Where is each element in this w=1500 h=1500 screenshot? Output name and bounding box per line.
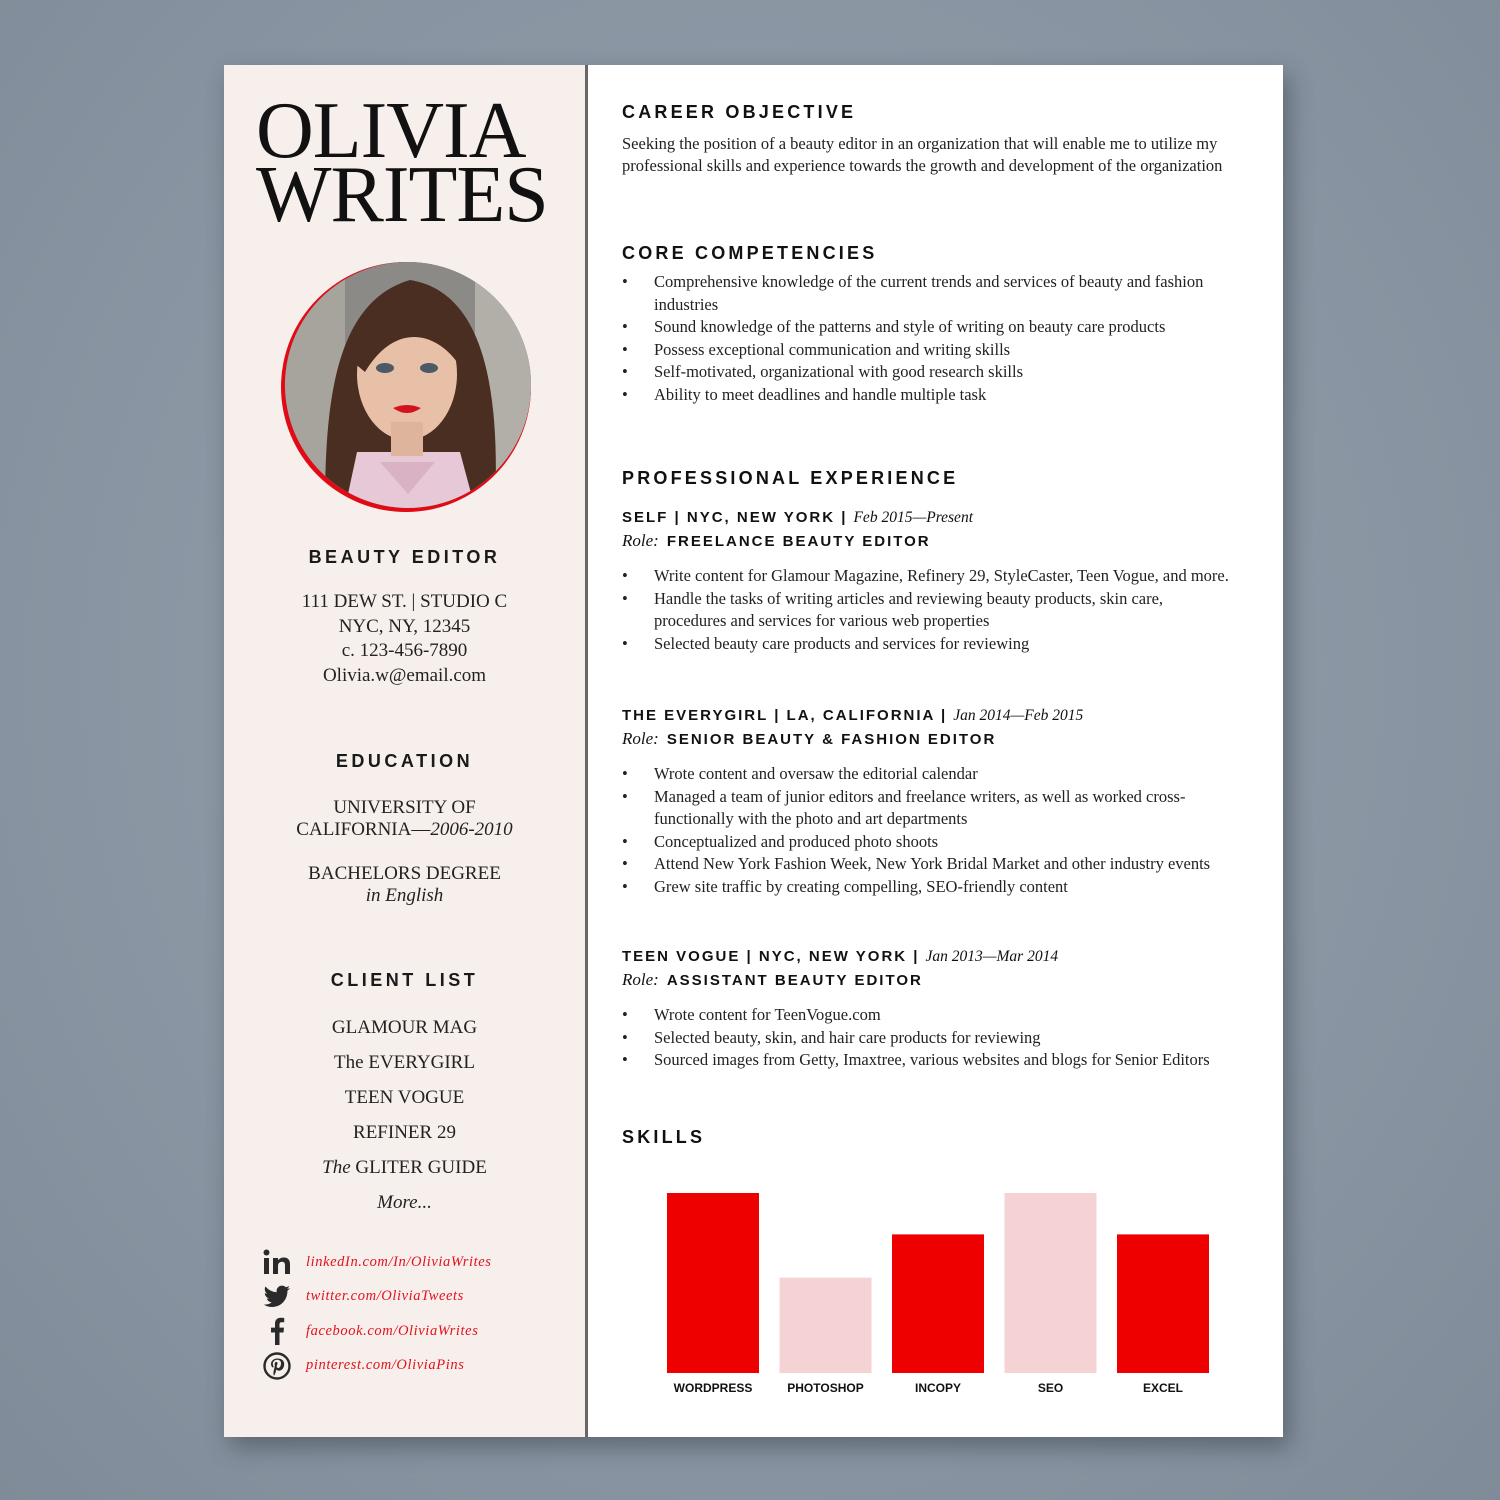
client-item: GLAMOUR MAG — [331, 1017, 478, 1038]
job-header — [622, 948, 1058, 966]
name-line-1: OLIVIA — [256, 87, 526, 175]
name-line-2: WRITES — [256, 151, 548, 239]
degree: BACHELORS DEGREE — [308, 863, 501, 884]
job-role-line — [622, 970, 923, 990]
school-line-2 — [224, 819, 585, 841]
job-role: FREELANCE BEAUTY EDITOR — [666, 533, 931, 550]
twitter-icon — [262, 1282, 292, 1312]
address-line-2: NYC, NY, 12345 — [338, 615, 471, 637]
list-item: • Possess exceptional communication and writing skills — [622, 339, 1234, 362]
competencies-heading: CORE COMPETENCIES — [622, 243, 878, 263]
social-links — [262, 1245, 492, 1383]
profile-photo-ring — [281, 262, 531, 512]
social-pinterest[interactable] — [262, 1349, 492, 1384]
job-dates: Jan 2014—Feb 2015 — [953, 707, 1084, 724]
twitter-link[interactable]: twitter.com/OliviaTweets — [306, 1288, 464, 1305]
list-item: • Wrote content for TeenVogue.com — [622, 1004, 1234, 1027]
client-item: TEEN VOGUE — [344, 1087, 465, 1108]
role-label: Role: — [622, 531, 659, 550]
job-header — [622, 707, 1083, 725]
job-title: BEAUTY EDITOR — [308, 547, 501, 567]
education-heading: EDUCATION — [335, 751, 474, 771]
linkedin-link[interactable]: linkedIn.com/In/OliviaWrites — [306, 1253, 492, 1270]
list-item: • Sourced images from Getty, Imaxtree, various websites and blogs for Senior Editors — [622, 1049, 1234, 1072]
skill-label-incopy: INCOPY — [914, 1381, 962, 1395]
skills-chart — [622, 1165, 1242, 1405]
profile-photo — [285, 262, 531, 508]
list-item: • Attend New York Fashion Week, New York Bridal Market and other industry events — [622, 853, 1234, 876]
job-bullets — [622, 565, 1234, 655]
client-item: REFINER 29 — [353, 1122, 456, 1143]
skill-label-wordpress: WORDPRESS — [673, 1381, 753, 1395]
list-item: • Write content for Glamour Magazine, Refinery 29, StyleCaster, Teen Vogue, and more. — [622, 565, 1234, 588]
list-item: • Handle the tasks of writing articles and reviewing beauty products, skin care, procedures and services for various web properties — [622, 588, 1234, 633]
job-bullets — [622, 1004, 1234, 1072]
job-company: SELF | NYC, NEW YORK | — [622, 509, 848, 526]
role-label: Role: — [622, 729, 659, 748]
skill-label-seo: SEO — [1037, 1381, 1064, 1395]
client-item — [224, 1150, 585, 1185]
school-line-1: UNIVERSITY OF — [333, 797, 476, 818]
client-item-name: GLITER GUIDE — [350, 1157, 487, 1178]
objective-heading: CAREER OBJECTIVE — [622, 102, 857, 122]
list-item: • Selected beauty care products and services for reviewing — [622, 633, 1234, 656]
job-dates: Feb 2015—Present — [853, 509, 973, 526]
client-item-prefix: The — [322, 1157, 351, 1178]
pinterest-icon — [262, 1351, 292, 1381]
client-list-heading: CLIENT LIST — [330, 970, 479, 990]
linkedin-icon — [262, 1247, 292, 1277]
email: Olivia.w@email.com — [322, 664, 487, 686]
phone: c. 123-456-7890 — [341, 640, 468, 661]
list-item: • Selected beauty, skin, and hair care products for reviewing — [622, 1027, 1234, 1050]
list-item: • Grew site traffic by creating compelling, SEO-friendly content — [622, 876, 1234, 899]
job-role-line — [622, 729, 996, 749]
job-role-line — [622, 531, 931, 551]
pinterest-link[interactable]: pinterest.com/OliviaPins — [306, 1357, 465, 1374]
list-item: • Ability to meet deadlines and handle multiple task — [622, 384, 1234, 407]
client-more: More... — [377, 1192, 432, 1213]
skill-bar-seo — [1005, 1193, 1097, 1373]
client-item: The EVERYGIRL — [334, 1052, 475, 1073]
list-item: • Wrote content and oversaw the editorial calendar — [622, 763, 1234, 786]
skill-bar-wordpress — [667, 1193, 759, 1373]
address-line-1: 111 DEW ST. | STUDIO C — [301, 591, 508, 612]
skill-label-photoshop: PHOTOSHOP — [787, 1381, 864, 1395]
resume-page — [224, 65, 1283, 1437]
skill-label-excel: EXCEL — [1142, 1381, 1184, 1395]
facebook-link[interactable]: facebook.com/OliviaWrites — [306, 1322, 479, 1339]
education-school — [224, 797, 585, 841]
education-degree — [224, 863, 585, 907]
facebook-icon — [262, 1316, 292, 1346]
list-item: • Conceptualized and produced photo shoots — [622, 831, 1234, 854]
list-item: • Sound knowledge of the patterns and style of writing on beauty care products — [622, 316, 1234, 339]
school-name: CALIFORNIA— — [296, 819, 431, 840]
contact-block — [224, 590, 585, 688]
job-bullets — [622, 763, 1234, 899]
job-company: TEEN VOGUE | NYC, NEW YORK | — [622, 948, 920, 965]
job-dates: Jan 2013—Mar 2014 — [925, 948, 1059, 965]
social-twitter[interactable] — [262, 1280, 492, 1315]
list-item: • Comprehensive knowledge of the current trends and services of beauty and fashion industries — [622, 271, 1234, 316]
degree-field: in English — [365, 885, 444, 906]
job-company: THE EVERYGIRL | LA, CALIFORNIA | — [622, 707, 948, 724]
job-header — [622, 509, 973, 527]
sidebar — [224, 65, 585, 1437]
competencies-list — [622, 271, 1234, 407]
skills-heading: SKILLS — [622, 1127, 706, 1147]
skill-bar-photoshop — [780, 1278, 872, 1373]
client-list — [224, 1010, 585, 1220]
skill-bar-incopy — [892, 1234, 984, 1373]
job-role: SENIOR BEAUTY & FASHION EDITOR — [666, 731, 997, 748]
name-title — [256, 87, 548, 239]
role-label: Role: — [622, 970, 659, 989]
social-linkedin[interactable] — [262, 1245, 492, 1280]
column-divider — [585, 65, 588, 1437]
job-role: ASSISTANT BEAUTY EDITOR — [666, 972, 923, 989]
portrait-image — [285, 262, 531, 508]
experience-heading: PROFESSIONAL EXPERIENCE — [622, 468, 959, 488]
list-item: • Self-motivated, organizational with good research skills — [622, 361, 1234, 384]
school-years: 2006-2010 — [430, 819, 513, 840]
objective-text: Seeking the position of a beauty editor in an organization that will enable me to utilize my professional skills and experience towards the growth and development of the organization — [622, 134, 1223, 175]
social-facebook[interactable] — [262, 1314, 492, 1349]
skill-bar-excel — [1117, 1234, 1209, 1373]
list-item: • Managed a team of junior editors and freelance writers, as well as worked cross-functionally with the photo and art departments — [622, 786, 1234, 831]
